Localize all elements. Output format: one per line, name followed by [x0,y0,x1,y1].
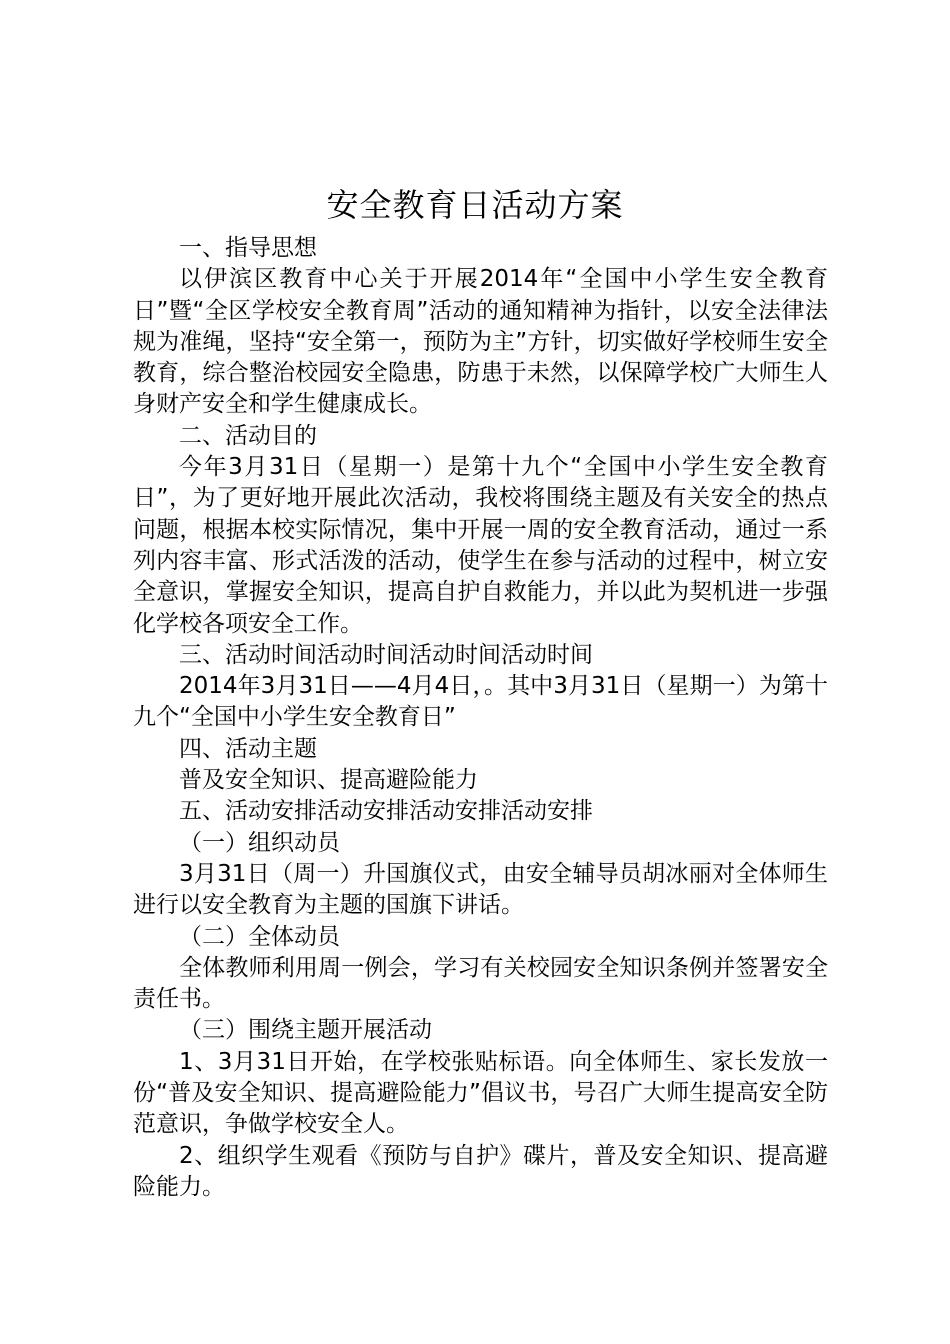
paragraph-activity-2: 2、组织学生观看《预防与自护》碟片，普及安全知识、提高避险能力。 [133,1142,828,1200]
document-body [133,233,828,1203]
paragraph-all-mobilize: 全体教师利用周一例会，学习有关校园安全知识条例并签署安全责任书。 [133,954,828,1013]
paragraph-purpose: 今年3月31日（星期一）是第十九个“全国中小学生安全教育日”，为了更好地开展此次活动，我校将围绕主题及有关安全的热点问题，根据本校实际情况，集中开展一周的安全教育活动，通过一系列内容丰富、形式活泼的活动，使学生在参与活动的过程中，树立安全意识，掌握安全知识，提高自护自救能力，并以此为契机进一步强化学校各项安全工作。 [133,454,828,637]
section-heading-time: 三、活动时间活动时间活动时间活动时间 [179,641,593,668]
paragraph-organize-mobilize: 3月31日（周一）升国旗仪式，由安全辅导员胡冰丽对全体师生进行以安全教育为主题的国旗下讲话。 [133,860,828,919]
subheading-organize-mobilize: （一）组织动员 [179,829,340,856]
section-heading-guiding-thought: 一、指导思想 [179,235,317,261]
paragraph-guiding-thought: 以伊滨区教育中心关于开展2014年“全国中小学生安全教育日”暨“全区学校安全教育周”活动的通知精神为指针，以安全法律法规为准绳，坚持“安全第一，预防为主”方针，切实做好学校师生安全教育，综合整治校园安全隐患，防患于未然，以保障学校广大师生人身财产安全和学生健康成长。 [133,266,828,418]
paragraph-time: 2014年3月31日——4月4日，。其中3月31日（星期一）为第十九个“全国中小学生安全教育日” [133,673,828,731]
section-heading-theme: 四、活动主题 [179,735,317,762]
section-heading-arrangement: 五、活动安排活动安排活动安排活动安排 [179,798,593,825]
document-title: 安全教育日活动方案 [326,186,624,224]
paragraph-theme: 普及安全知识、提高避险能力 [179,767,478,794]
section-heading-purpose: 二、活动目的 [179,422,317,449]
paragraph-activity-1: 1、3月31日开始，在学校张贴标语。向全体师生、家长发放一份“普及安全知识、提高避险能力”倡议书，号召广大师生提高安全防范意识，争做学校安全人。 [133,1048,828,1138]
subheading-theme-activities: （三）围绕主题开展活动 [179,1017,432,1044]
subheading-all-mobilize: （二）全体动员 [179,923,340,950]
